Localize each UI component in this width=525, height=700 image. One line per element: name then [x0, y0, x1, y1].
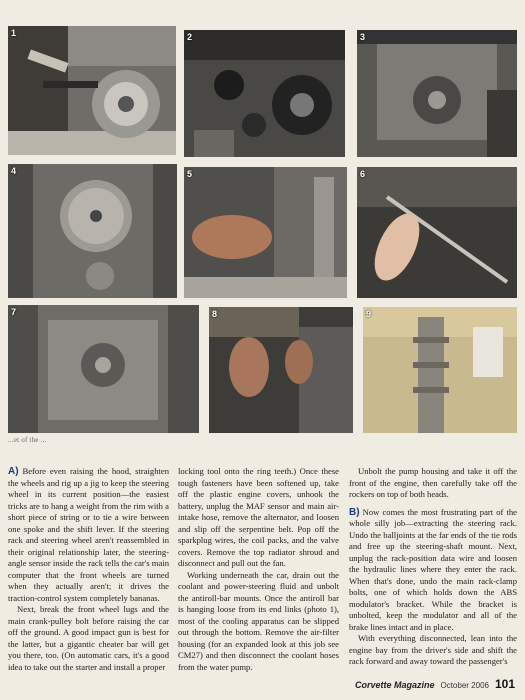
- photo-engine-front-cover: [357, 30, 517, 157]
- photo-number: 7: [11, 307, 17, 317]
- camshaft-illustration: [363, 307, 517, 433]
- paragraph-text: Working underneath the car, drain out the coolant and power-steering fluid and unbolt the antiroll-bar mounts. Once the antiroll bar is hanging loose from its end links (photo 1), most of the cooling apparatus can be slipped out through the bottom. Remove the air-filter housing (for an expanded look at this job see CM27) and then disconnect the coolant hoses from the water pump.: [178, 569, 339, 672]
- article-column-2: [178, 466, 339, 672]
- paragraph-text: Now comes the most frustrating part of the whole silly job—extracting the steering rack. Undo the balljoints at the far ends of the tie rods and free up the steering-shaft mount. Next, unplug the rack-position data wire and loosen the hydraulic lines where they enter the rack. When that's done, undo the main rack-clamp bolts, one of which holds down the ABS modulator's bracket. While the bracket is unbolted, keep the modulator and all of the brake lines intact and in place.: [349, 506, 517, 632]
- wheel-hub-illustration: [8, 26, 176, 155]
- photo-engine-pulleys: [184, 30, 345, 157]
- photo-number: 8: [212, 309, 218, 319]
- paragraph: [178, 466, 339, 570]
- hand-engine-illustration: [184, 167, 347, 298]
- caption-fragment: ...et of the ...: [8, 436, 47, 444]
- magazine-name: Corvette Magazine: [354, 680, 435, 690]
- article-column-1: [8, 466, 169, 672]
- engine-cover-illustration: [357, 30, 517, 157]
- photo-number: 4: [11, 166, 17, 176]
- photo-number: 3: [360, 32, 366, 42]
- photo-camshaft: [363, 307, 517, 433]
- hands-bay-illustration: [209, 307, 353, 433]
- paragraph-text: Next, break the front wheel lugs and the main crank-pulley bolt before raising the car off the ground. A good impact gun is best for the latter, but a gigantic cheater bar will get you there, too. (On automatic cars, it's a good idea to take out the starter and install a proper: [8, 604, 169, 672]
- paragraph-text: Before even raising the hood, straighten the wheels and rig up a jig to keep the steering wheel in its current position—the easiest tricks are to hang a weight from the rim with a short piece of string or to tie a wire between one spoke and the shift lever. If the steering rack and steering wheel aren't reassembled in their original relationship later, the steering-angle sensor inside the rack tells the car's main computer that the front wheels are turned when they actually aren't; it drives the traction-control system completely bananas.: [8, 466, 169, 603]
- engine-pulleys-illustration: [184, 30, 345, 157]
- page-footer: [355, 677, 515, 691]
- photo-number: 9: [366, 309, 372, 319]
- paragraph: [349, 507, 517, 634]
- photo-number: 2: [187, 32, 193, 42]
- page-number: 101: [494, 677, 515, 691]
- paragraph-text: With everything disconnected, lean into the engine bay from the driver's side and shift the rack forward and away toward the passenger's: [349, 633, 517, 666]
- photo-hands-engine-bay: [209, 307, 353, 433]
- section-marker: B): [349, 506, 360, 518]
- photo-engine-block: [8, 305, 199, 433]
- paragraph: [349, 633, 517, 668]
- hand-tool-illustration: [357, 167, 517, 298]
- photo-number: 5: [187, 169, 193, 179]
- issue-date: October 2006: [440, 681, 489, 690]
- paragraph: [349, 466, 517, 501]
- paragraph-text: locking tool onto the ring teeth.) Once these tough fasteners have been softened up, take off the plastic engine covers, unhook the battery, unplug the MAF sensor and main air-intake hose, remove the alternator, and loosen and slip off the serpentine belt. Pop off the sparkplug wires, the coil packs, and the valve covers. Remove the top radiator shroud and disconnect and pull out the fan.: [178, 466, 339, 568]
- paragraph: [8, 604, 169, 672]
- photo-hand-with-tool: [357, 167, 517, 298]
- paragraph-text: Unbolt the pump housing and take it off the front of the engine, then carefully take off the rockers on top of both heads.: [349, 466, 517, 499]
- photo-number: 1: [11, 28, 17, 38]
- section-marker: A): [8, 466, 19, 477]
- timing-chain-illustration: [8, 164, 177, 298]
- photo-hand-on-engine: [184, 167, 347, 298]
- photo-wheel-hub: [8, 26, 176, 155]
- paragraph: [8, 466, 169, 604]
- photo-number: 6: [360, 169, 366, 179]
- photo-timing-chain: [8, 164, 177, 298]
- paragraph: [178, 570, 339, 673]
- article-column-3: [349, 466, 517, 672]
- engine-block-illustration: [8, 305, 199, 433]
